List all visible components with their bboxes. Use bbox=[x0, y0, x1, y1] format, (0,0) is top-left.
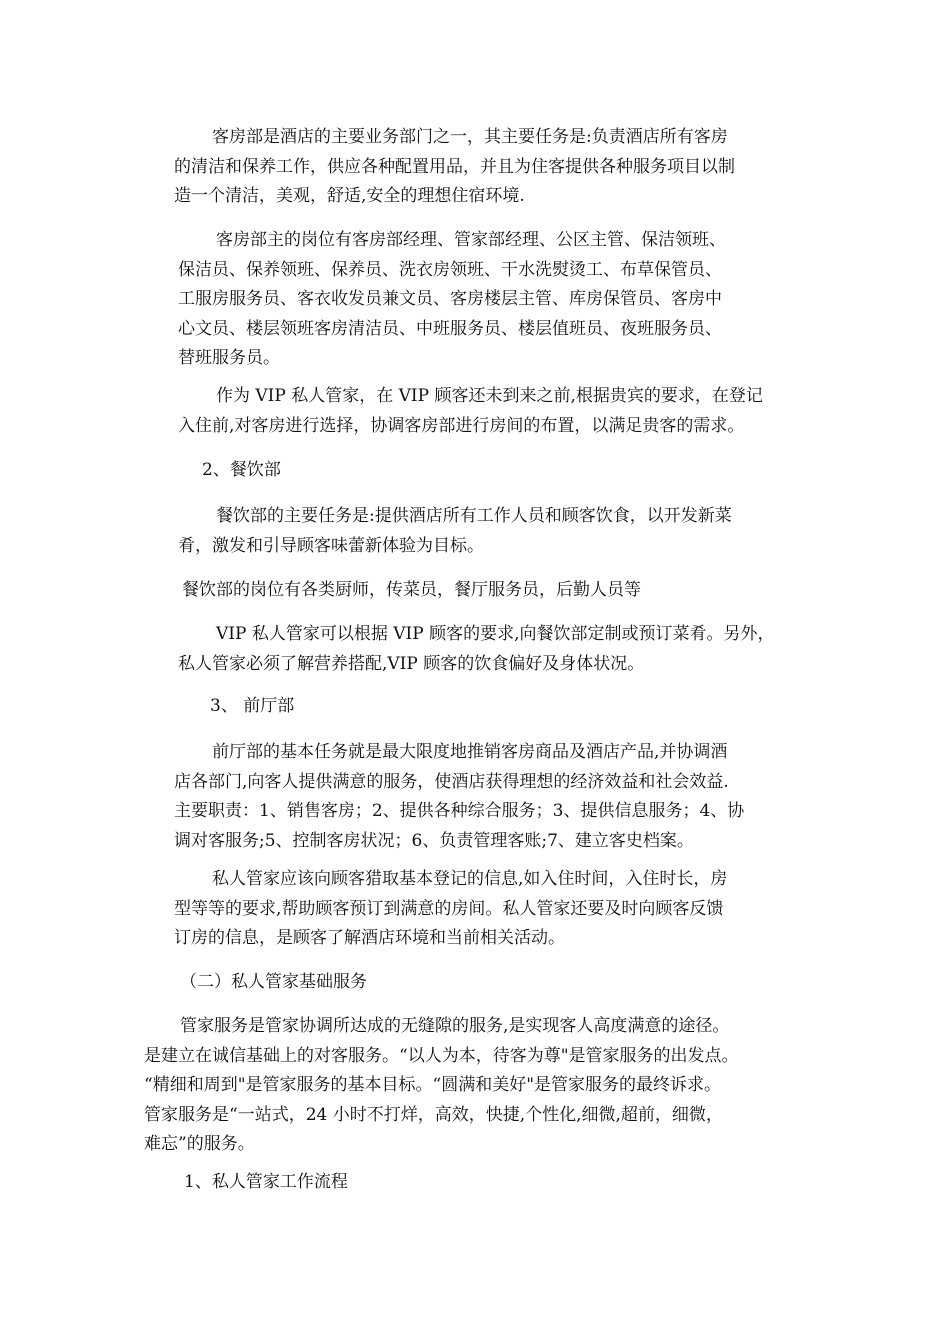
text-line: 餐饮部的岗位有各类厨师，传菜员，餐厅服务员，后勤人员等 bbox=[182, 580, 641, 600]
paragraph-housekeeping-intro bbox=[174, 123, 735, 212]
text-line: 店各部门,向客人提供满意的服务，使酒店获得理想的经济效益和社会效益. bbox=[174, 771, 729, 792]
text-line: 工服房服务员、客衣收发员兼文员、客房楼层主管、库房保管员、客房中 bbox=[178, 289, 722, 309]
text-line: 是建立在诚信基础上的对客服务。“以人为本，待客为尊"是管家服务的出发点。 bbox=[144, 1045, 739, 1066]
text-line: 前厅部的基本任务就是最大限度地推销客房商品及酒店产品,并协调酒 bbox=[212, 742, 728, 762]
paragraph-vip-housekeeping bbox=[178, 382, 763, 441]
text-line: 替班服务员。 bbox=[178, 348, 280, 368]
text-line: 型等等的要求,帮助顾客预订到满意的房间。私人管家还要及时向顾客反馈 bbox=[174, 898, 724, 919]
paragraph-catering-positions bbox=[182, 576, 641, 606]
text-line: 难忘”的服务。 bbox=[144, 1134, 255, 1154]
text-line: 管家服务是管家协调所达成的无缝隙的服务,是实现客人高度满意的途径。 bbox=[180, 1016, 730, 1036]
text-line: 保洁员、保养领班、保养员、洗衣房领班、干水洗熨烫工、布草保管员、 bbox=[178, 259, 722, 280]
text-line: VIP 私人管家可以根据 VIP 顾客的要求,向餐饮部定制或预订菜肴。另外， bbox=[216, 624, 775, 644]
paragraph-housekeeping-positions bbox=[178, 226, 726, 374]
heading-catering bbox=[202, 456, 281, 486]
paragraph-vip-front-office bbox=[174, 865, 727, 954]
heading-text: （二）私人管家基础服务 bbox=[180, 972, 367, 992]
text-line: 私人管家应该向顾客猎取基本登记的信息,如入住时间，入住时长，房 bbox=[212, 869, 728, 889]
paragraph-butler-service bbox=[144, 1012, 739, 1160]
text-line: 管家服务是“一站式，24 小时不打烊，高效，快捷,个性化,细微,超前，细微， bbox=[144, 1104, 723, 1125]
text-line: 订房的信息，是顾客了解酒店环境和当前相关活动。 bbox=[174, 928, 565, 948]
heading-basic-services bbox=[180, 968, 367, 998]
heading-text: 2、餐饮部 bbox=[202, 460, 281, 480]
paragraph-vip-catering bbox=[178, 620, 774, 679]
heading-text: 1、私人管家工作流程 bbox=[184, 1172, 348, 1192]
text-line: 餐饮部的主要任务是:提供酒店所有工作人员和顾客饮食，以开发新菜 bbox=[216, 506, 732, 526]
paragraph-front-office-intro bbox=[174, 738, 744, 856]
text-line: 作为 VIP 私人管家，在 VIP 顾客还未到来之前,根据贵宾的要求，在登记 bbox=[216, 386, 763, 406]
text-line: 主要职责：1、销售客房；2、提供各种综合服务；3、提供信息服务；4、协 bbox=[174, 801, 745, 821]
text-line: “精细和周到"是管家服务的基本目标。“圆满和美好"是管家服务的最终诉求。 bbox=[144, 1075, 722, 1095]
heading-text: 3、 前厅部 bbox=[210, 696, 295, 716]
text-line: 造一个清洁，美观，舒适,安全的理想住宿环境. bbox=[174, 186, 525, 206]
heading-front-office bbox=[210, 692, 294, 722]
text-line: 客房部主的岗位有客房部经理、管家部经理、公区主管、保洁领班、 bbox=[216, 230, 726, 250]
text-line: 肴，激发和引导顾客味蕾新体验为目标。 bbox=[178, 535, 484, 556]
text-line: 的清洁和保养工作，供应各种配置用品，并且为住客提供各种服务项目以制 bbox=[174, 156, 735, 177]
paragraph-catering-intro bbox=[178, 502, 732, 561]
text-line: 调对客服务;5、控制客房状况；6、负责管理客账;7、建立客史档案。 bbox=[174, 830, 694, 851]
text-line: 客房部是酒店的主要业务部门之一，其主要任务是:负责酒店所有客房 bbox=[212, 127, 728, 147]
text-line: 心文员、楼层领班客房清洁员、中班服务员、楼层值班员、夜班服务员、 bbox=[178, 318, 722, 339]
heading-workflow bbox=[184, 1168, 348, 1198]
text-line: 私人管家必须了解营养搭配,VIP 顾客的饮食偏好及身体状况。 bbox=[178, 653, 645, 674]
text-line: 入住前,对客房进行选择，协调客房部进行房间的布置，以满足贵客的需求。 bbox=[178, 415, 745, 436]
